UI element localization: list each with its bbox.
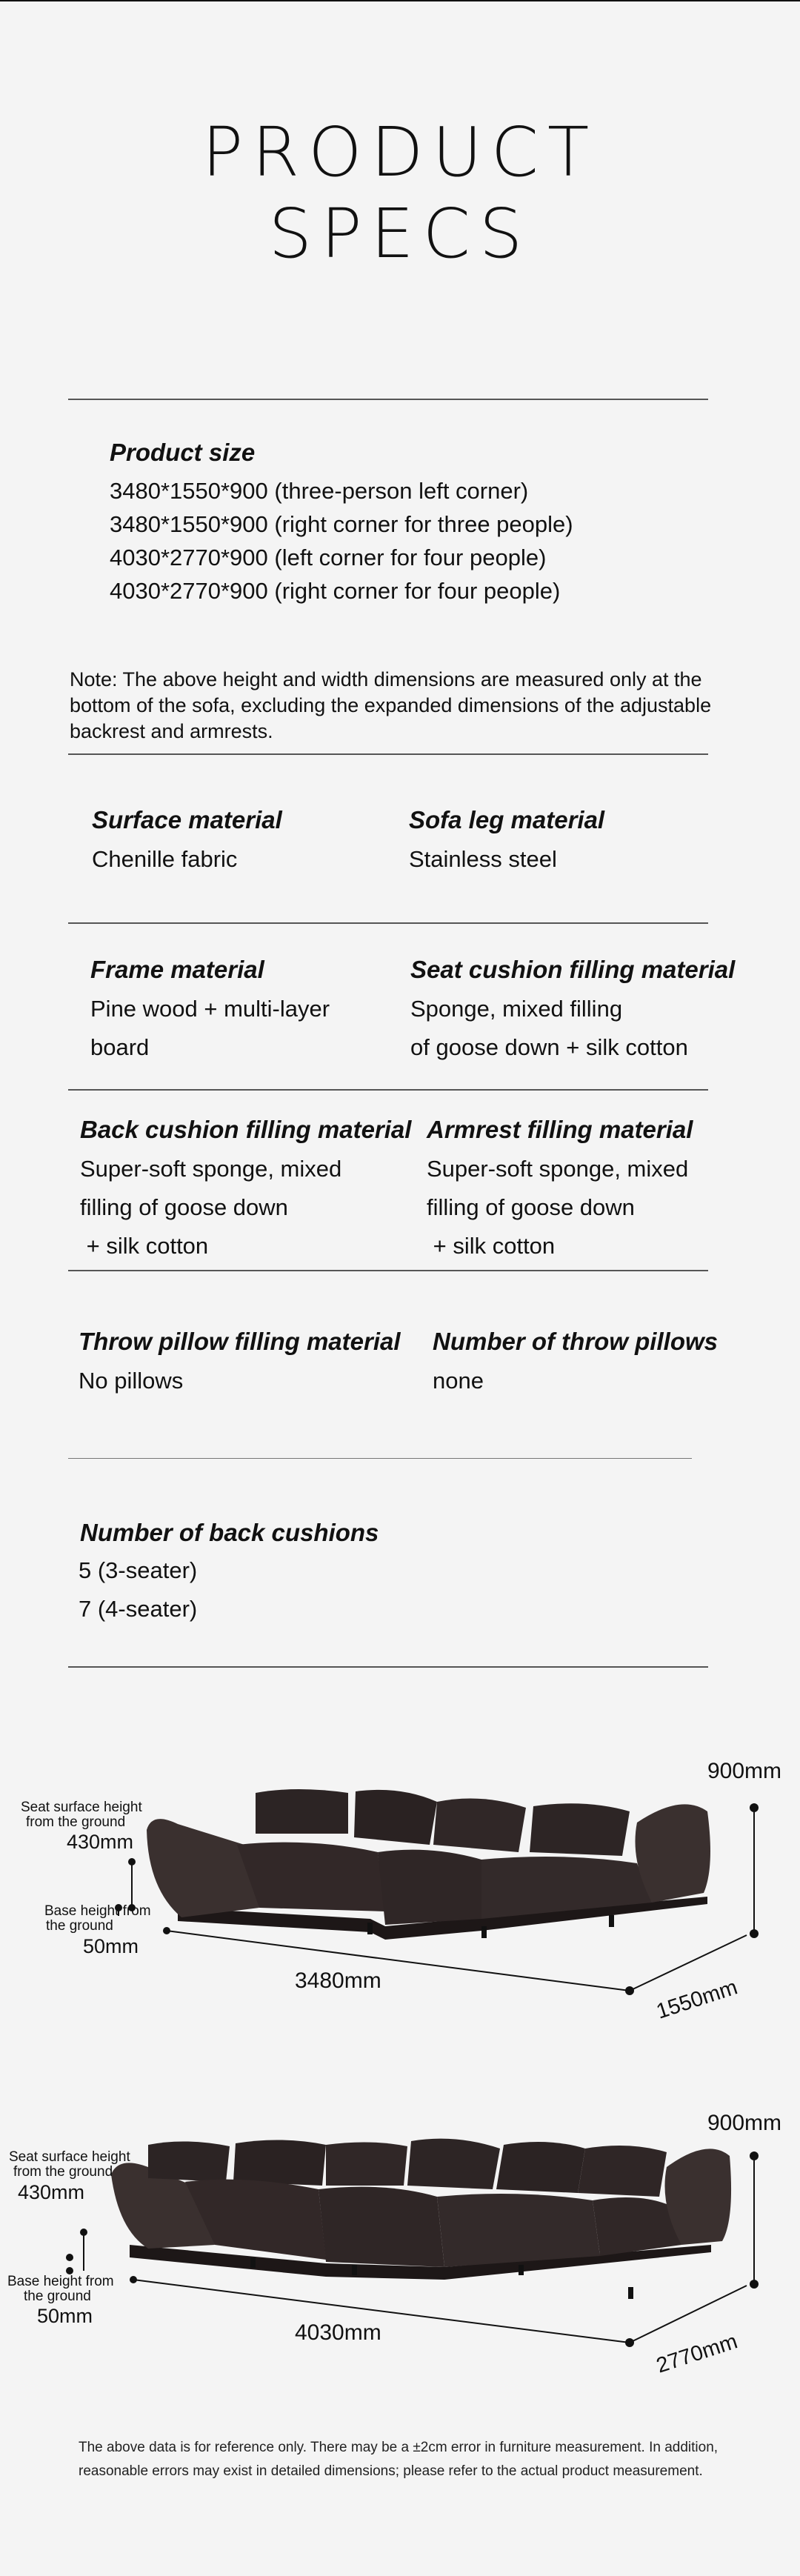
height-dimension-label: 900mm xyxy=(707,1759,782,1783)
throw-pillow-count-heading: Number of throw pillows xyxy=(433,1328,718,1355)
divider xyxy=(68,399,708,400)
surface-material-value: Chenille fabric xyxy=(92,846,238,872)
armrest-filling-value: filling of goose down xyxy=(427,1194,635,1220)
throw-pillow-count-value: none xyxy=(433,1368,484,1394)
leg-material-value: Stainless steel xyxy=(409,846,557,872)
back-cushion-count-value: 7 (4-seater) xyxy=(79,1596,198,1622)
divider xyxy=(68,1458,692,1459)
throw-pillow-filling-heading: Throw pillow filling material xyxy=(79,1328,401,1355)
page-title-line1: PRODUCT xyxy=(201,113,599,192)
base-height-label: Base height from xyxy=(7,2274,114,2289)
product-size-item: 3480*1550*900 (three-person left corner) xyxy=(110,478,529,504)
armrest-filling-value: Super-soft sponge, mixed xyxy=(427,1156,689,1182)
product-size-item: 3480*1550*900 (right corner for three people) xyxy=(110,511,573,537)
seat-height-label: Seat surface height xyxy=(9,2149,130,2165)
sofa-illustration xyxy=(111,2139,731,2299)
seat-height-label: Seat surface height xyxy=(21,1800,142,1815)
throw-pillow-filling-value: No pillows xyxy=(79,1368,184,1394)
base-height-label: the ground xyxy=(24,2289,91,2304)
disclaimer-line: The above data is for reference only. There may be a ±2cm error in furniture measurement. In addition, xyxy=(79,2440,719,2455)
divider xyxy=(68,922,708,924)
top-border xyxy=(0,0,800,1)
seat-height-label: from the ground xyxy=(26,1814,126,1830)
three-seater-dimension-diagram xyxy=(0,1741,800,2037)
dimension-note: Note: The above height and width dimensions are measured only at the bottom of the sofa, excluding the expanded dimensions of the adjustable backrest and armrests. xyxy=(70,668,712,742)
product-size-item: 4030*2770*900 (left corner for four people) xyxy=(110,545,547,570)
product-size-item: 4030*2770*900 (right corner for four people) xyxy=(110,578,561,604)
back-cushion-filling-heading: Back cushion filling material xyxy=(80,1116,412,1143)
armrest-filling-heading: Armrest filling material xyxy=(427,1116,693,1143)
disclaimer-line: reasonable errors may exist in detailed dimensions; please refer to the actual product measurement. xyxy=(79,2463,703,2479)
seat-filling-value: Sponge, mixed filling xyxy=(410,996,623,1022)
depth-dimension-label: 2770mm xyxy=(653,2329,741,2378)
divider xyxy=(68,753,708,755)
sofa-illustration xyxy=(147,1789,710,1940)
base-height-label: the ground xyxy=(46,1918,113,1934)
leg-material-heading: Sofa leg material xyxy=(409,806,605,833)
seat-filling-heading: Seat cushion filling material xyxy=(410,956,736,983)
back-cushion-count-heading: Number of back cushions xyxy=(80,1519,379,1546)
width-dimension-label: 3480mm xyxy=(295,1968,381,1993)
width-dimension-label: 4030mm xyxy=(295,2320,381,2345)
back-cushion-filling-value: + silk cotton xyxy=(80,1233,209,1259)
frame-material-value: Pine wood + multi-layer xyxy=(90,996,330,1022)
back-cushion-filling-value: Super-soft sponge, mixed xyxy=(80,1156,342,1182)
seat-height-value: 430mm xyxy=(18,2181,85,2203)
divider xyxy=(68,1666,708,1668)
depth-dimension-label: 1550mm xyxy=(653,1975,741,2024)
back-cushion-filling-value: filling of goose down xyxy=(80,1194,288,1220)
base-height-label: Base height from xyxy=(44,1903,151,1919)
frame-material-heading: Frame material xyxy=(90,956,264,983)
divider xyxy=(68,1270,708,1271)
base-height-value: 50mm xyxy=(83,1935,139,1957)
product-size-heading: Product size xyxy=(110,439,256,466)
height-dimension-label: 900mm xyxy=(707,2111,782,2135)
seat-height-value: 430mm xyxy=(67,1831,134,1853)
seat-height-label: from the ground xyxy=(13,2164,113,2180)
back-cushion-count-value: 5 (3-seater) xyxy=(79,1557,198,1583)
base-height-value: 50mm xyxy=(37,2305,93,2327)
armrest-filling-value: + silk cotton xyxy=(427,1233,556,1259)
four-seater-dimension-diagram xyxy=(0,2093,800,2389)
page-title-line2: SPECS xyxy=(268,194,532,273)
seat-filling-value: of goose down + silk cotton xyxy=(410,1034,688,1060)
frame-material-value: board xyxy=(90,1034,150,1060)
surface-material-heading: Surface material xyxy=(92,806,282,833)
divider xyxy=(68,1089,708,1091)
